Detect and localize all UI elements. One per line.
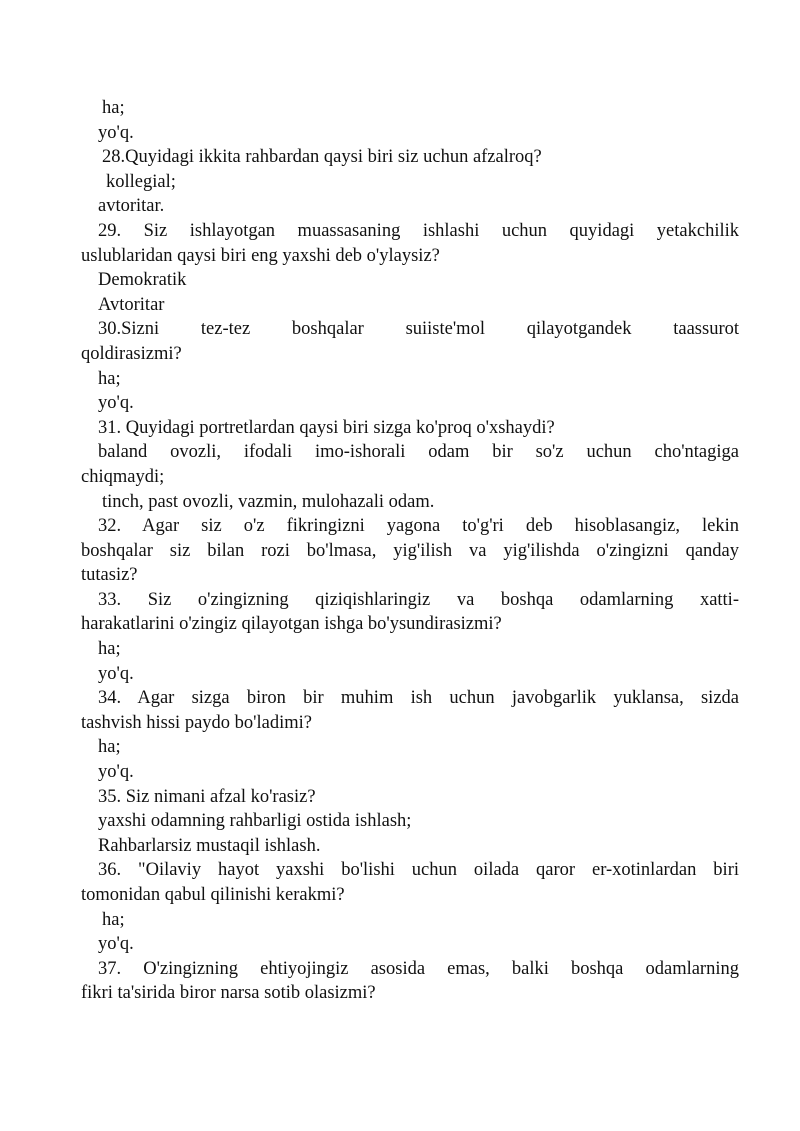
question-37-line-1: 37. O'zingizning ehtiyojingiz asosida emas, balki boshqa odamlarning bbox=[98, 958, 739, 979]
document-page bbox=[81, 96, 739, 1006]
question-28: 28.Quyidagi ikkita rahbardan qaysi biri siz uchun afzalroq? bbox=[102, 147, 542, 168]
answer-option: ha; bbox=[98, 639, 121, 660]
answer-option-line-1: baland ovozli, ifodali imo-ishorali odam bir so'z uchun cho'ntagiga bbox=[98, 442, 739, 463]
answer-option: tinch, past ovozli, vazmin, mulohazali odam. bbox=[102, 491, 435, 512]
answer-option: yo'q. bbox=[98, 663, 134, 684]
question-31: 31. Quyidagi portretlardan qaysi biri sizga ko'proq o'xshaydi? bbox=[98, 417, 555, 438]
answer-option: ha; bbox=[102, 98, 125, 118]
answer-option: kollegial; bbox=[106, 171, 176, 192]
question-37-line-2: fikri ta'sirida biror narsa sotib olasizmi? bbox=[81, 983, 376, 1004]
question-32-line-3: tutasiz? bbox=[81, 565, 138, 586]
answer-option: avtoritar. bbox=[98, 196, 165, 217]
answer-option: Demokratik bbox=[98, 270, 187, 291]
question-36-line-1: 36. "Oilaviy hayot yaxshi bo'lishi uchun oilada qaror er-xotinlardan biri bbox=[98, 860, 739, 881]
question-30-line-1: 30.Sizni tez-tez boshqalar suiiste'mol qilayotgandek taassurot bbox=[98, 319, 739, 340]
question-29-line-2: uslublaridan qaysi biri eng yaxshi deb o'ylaysiz? bbox=[81, 245, 440, 266]
answer-option: yo'q. bbox=[98, 934, 134, 955]
answer-option-line-2: chiqmaydi; bbox=[81, 466, 165, 487]
answer-option: ha; bbox=[102, 909, 125, 930]
question-33-line-2: harakatlarini o'zingiz qilayotgan ishga bo'ysundirasizmi? bbox=[81, 614, 502, 635]
question-36-line-2: tomonidan qabul qilinishi kerakmi? bbox=[81, 885, 345, 905]
question-29-line-1: 29. Siz ishlayotgan muassasaning ishlashi uchun quyidagi yetakchilik bbox=[98, 220, 739, 241]
question-35: 35. Siz nimani afzal ko'rasiz? bbox=[98, 786, 316, 807]
question-32-line-2: boshqalar siz bilan rozi bo'lmasa, yig'ilish va yig'ilishda o'zingizni qanday bbox=[81, 540, 739, 561]
answer-option: Avtoritar bbox=[98, 294, 165, 315]
answer-option: yo'q. bbox=[98, 762, 134, 783]
answer-option: yaxshi odamning rahbarligi ostida ishlash; bbox=[98, 811, 412, 832]
question-34-line-1: 34. Agar sizga biron bir muhim ish uchun javobgarlik yuklansa, sizda bbox=[98, 688, 739, 709]
answer-option: ha; bbox=[98, 737, 121, 758]
answer-option: yo'q. bbox=[98, 393, 134, 414]
question-33-line-1: 33. Siz o'zingizning qiziqishlaringiz va boshqa odamlarning xatti- bbox=[98, 589, 739, 610]
question-30-line-2: qoldirasizmi? bbox=[81, 343, 182, 364]
answer-option: ha; bbox=[98, 368, 121, 389]
question-34-line-2: tashvish hissi paydo bo'ladimi? bbox=[81, 712, 312, 733]
question-32-line-1: 32. Agar siz o'z fikringizni yagona to'g'ri deb hisoblasangiz, lekin bbox=[98, 516, 739, 537]
answer-option: yo'q. bbox=[98, 122, 134, 143]
answer-option: Rahbarlarsiz mustaqil ishlash. bbox=[98, 835, 321, 856]
